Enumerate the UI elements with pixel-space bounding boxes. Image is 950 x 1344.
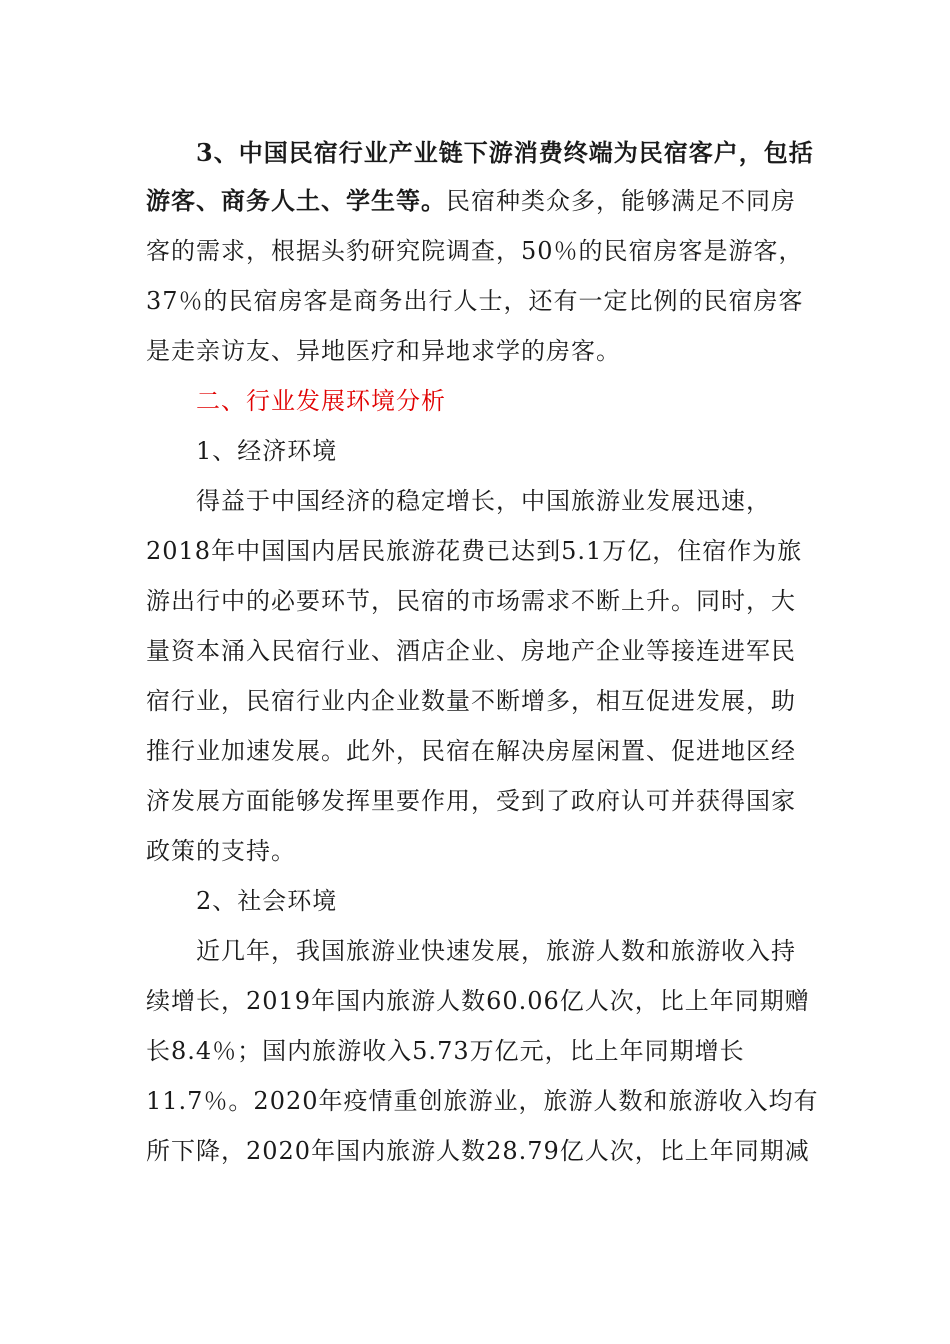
- item3-line2: [146, 186, 806, 216]
- paragraph-line: 长8.4％；国内旅游收入5.73万亿元，比上年同期增长: [146, 1037, 745, 1065]
- item3-bold-line2: 游客、商务人土、学生等。: [146, 186, 446, 215]
- item3-line4: 37％的民宿房客是商务出行人士，还有一定比例的民宿房客: [146, 287, 804, 315]
- subsection-title-social: 2、社会环境: [196, 887, 338, 915]
- paragraph-line: 续增长，2019年国内旅游人数60.06亿人次，比上年同期赠: [146, 987, 810, 1015]
- item3-bold-line1: 3、中国民宿行业产业链下游消费终端为民宿客户，包括: [196, 138, 814, 167]
- item3-line3: 客的需求，根据头豹研究院调查，50％的民宿房客是游客，: [146, 237, 804, 265]
- paragraph-line: 11.7％。2020年疫情重创旅游业，旅游人数和旅游收入均有: [146, 1087, 819, 1115]
- paragraph-line: 政策的支持。: [146, 837, 296, 865]
- paragraph-line: 得益于中国经济的稳定增长，中国旅游业发展迅速，: [196, 487, 771, 515]
- paragraph-line: 近几年，我国旅游业快速发展，旅游人数和旅游收入持: [196, 937, 796, 965]
- section-heading: 二、行业发展环境分析: [196, 387, 446, 415]
- paragraph-line: 济发展方面能够发挥里要作用，受到了政府认可并获得国家: [146, 787, 796, 815]
- paragraph-line: 宿行业，民宿行业内企业数量不断增多，相互促进发展，助: [146, 687, 796, 715]
- paragraph-line: 量资本涌入民宿行业、酒店企业、房地产企业等接连进军民: [146, 637, 796, 665]
- item3-line5: 是走亲访友、异地医疗和异地求学的房客。: [146, 337, 621, 365]
- paragraph-line: 游出行中的必要环节，民宿的市场需求不断上升。同时，大: [146, 587, 796, 615]
- paragraph-line: 推行业加速发展。此外，民宿在解决房屋闲置、促进地区经: [146, 737, 796, 765]
- subsection-title-economic: 1、经济环境: [196, 437, 338, 465]
- paragraph-line: 2018年中国国内居民旅游花费已达到5.1万亿，住宿作为旅: [146, 537, 803, 565]
- paragraph-line: 所下降，2020年国内旅游人数28.79亿人次，比上年同期减: [146, 1137, 810, 1165]
- item3-text-line2: 民宿种类众多，能够满足不同房: [446, 187, 796, 215]
